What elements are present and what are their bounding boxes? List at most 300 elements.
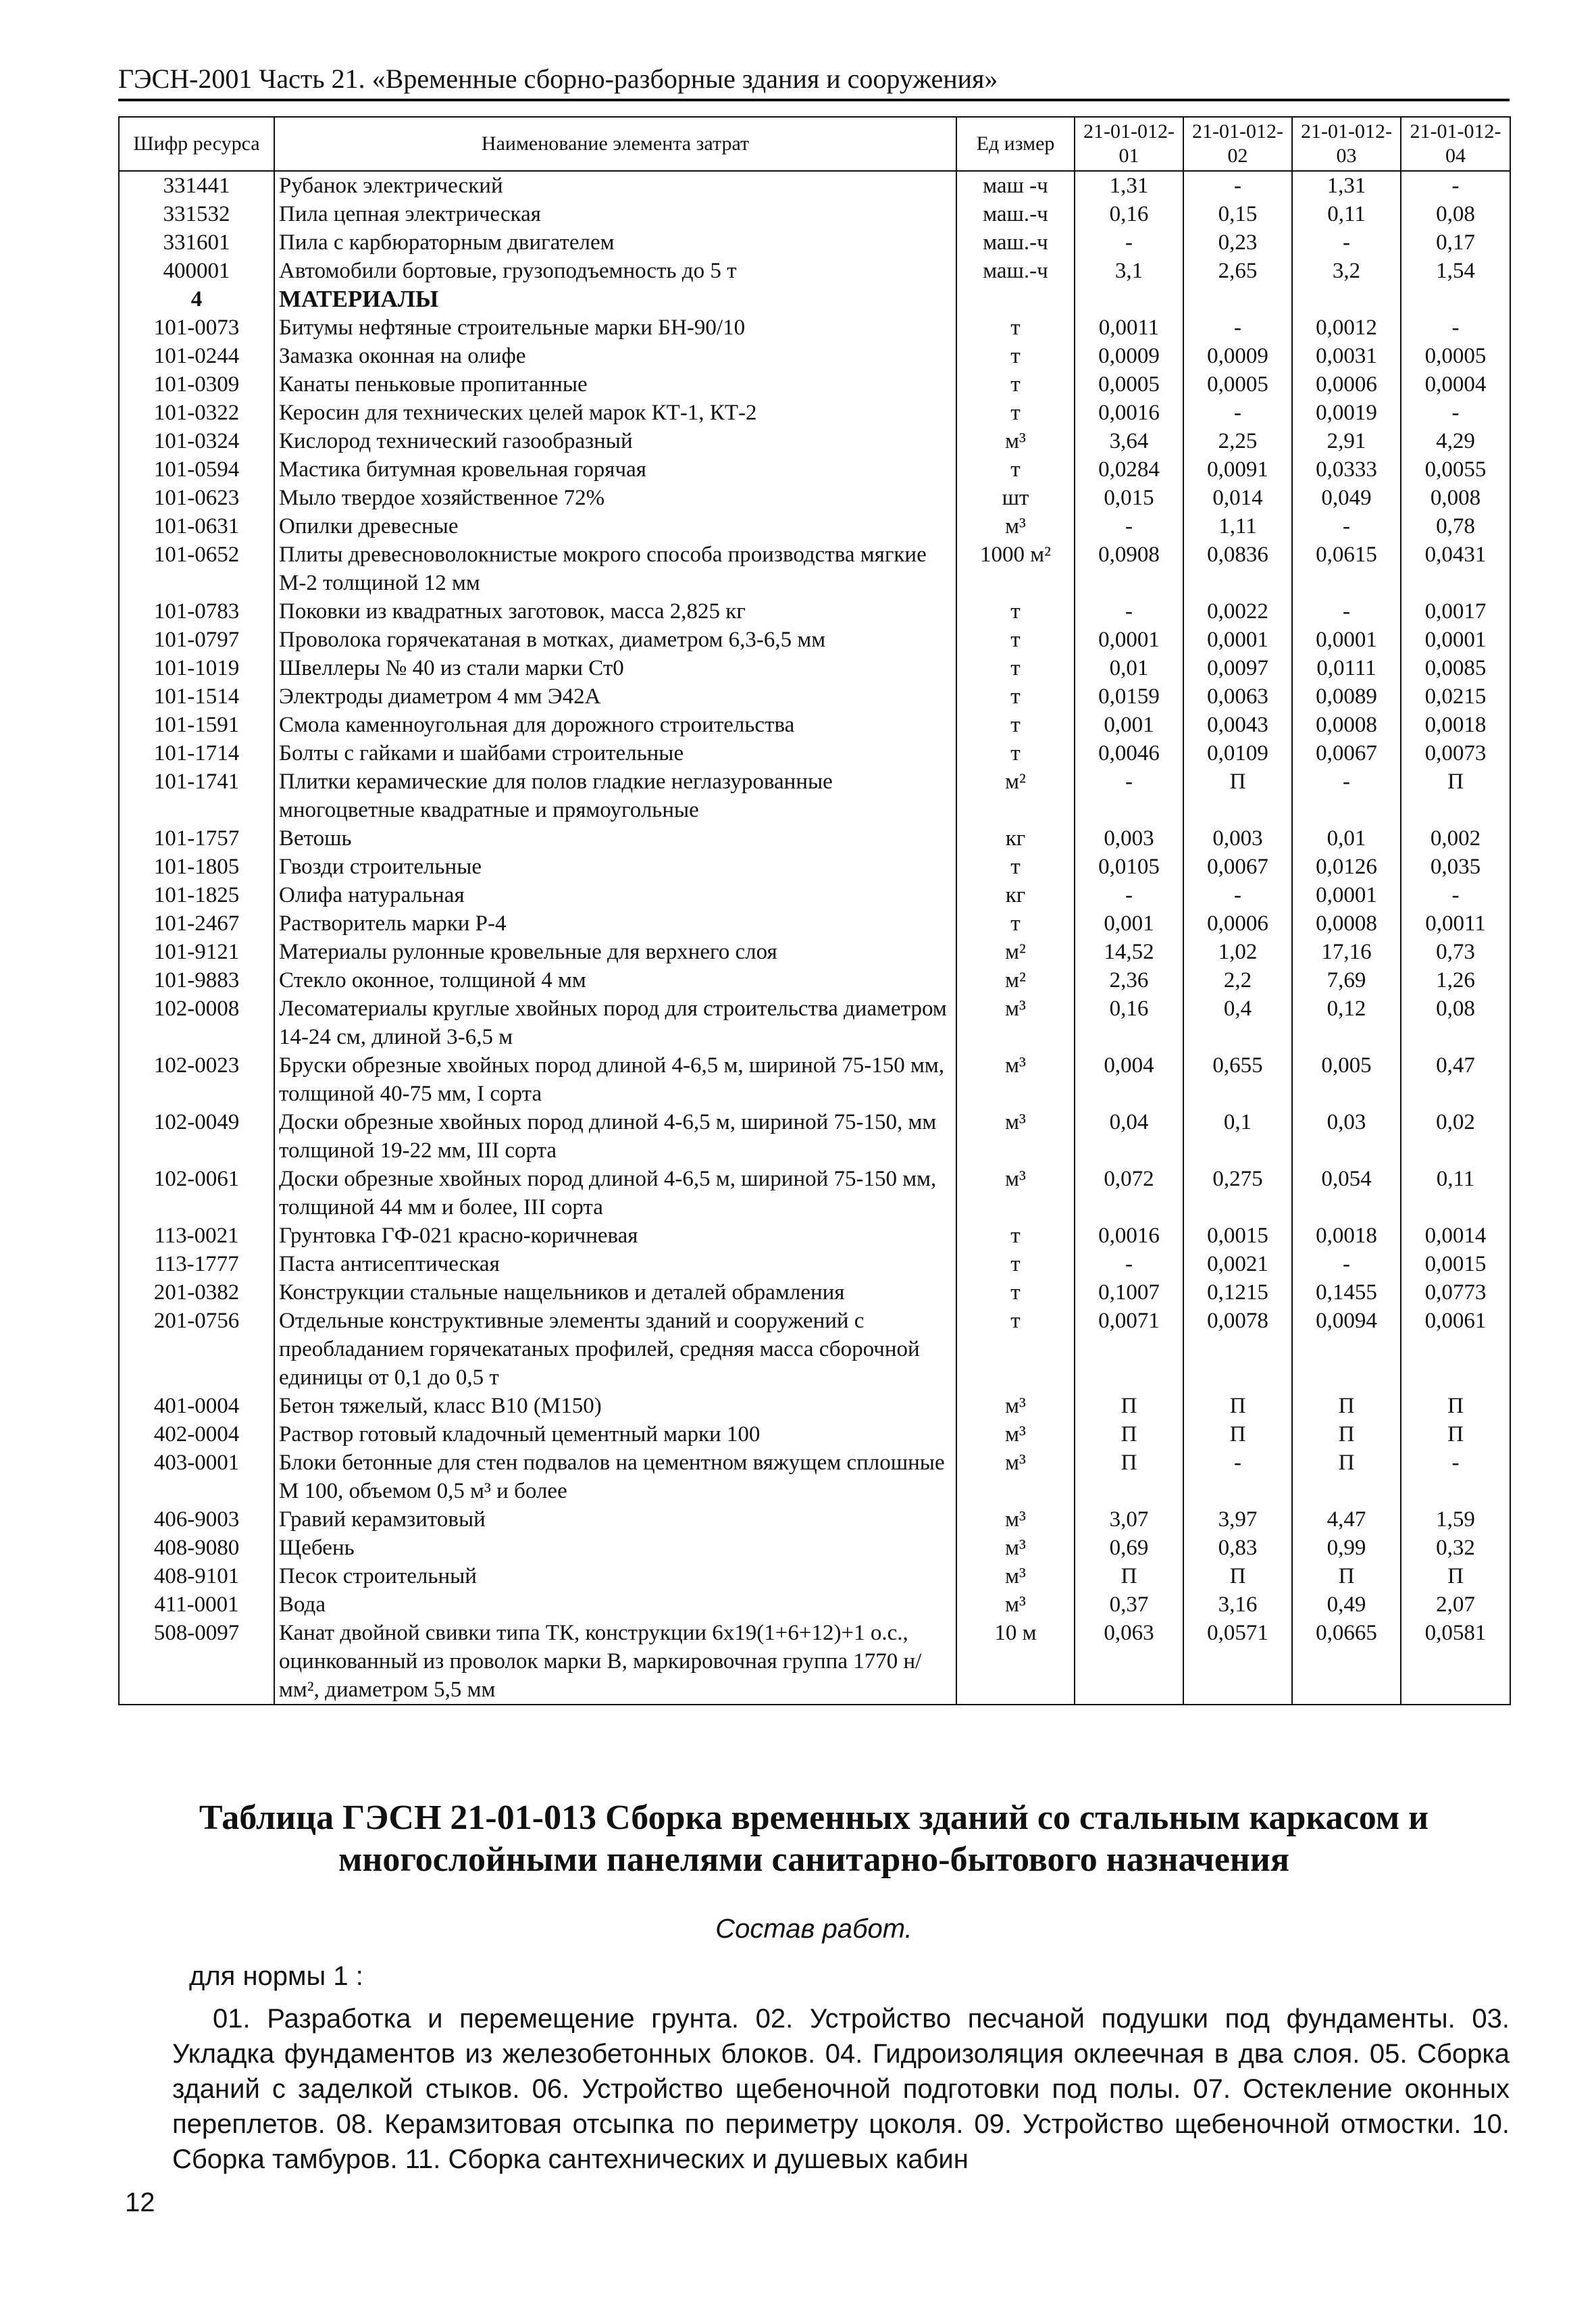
cell-norm-3: -: [1292, 228, 1401, 257]
cell-norm-2: 0,275: [1183, 1165, 1292, 1222]
column-header-norm-3: 21-01-012-03: [1292, 117, 1401, 171]
cell-norm-2: -: [1183, 171, 1292, 200]
cell-name: Лесоматериалы круглые хвойных пород для строительства диаметром 14-24 см, длиной 3-6,5 м: [274, 995, 956, 1051]
cell-unit: т: [956, 853, 1075, 881]
table-row: [119, 427, 1510, 455]
cell-norm-1: 0,0016: [1075, 1222, 1183, 1250]
works-description: 01. Разработка и перемещение грунта. 02. Устройство песчаной подушки под фундаменты. 03. Укладка фундаментов из железобетонных блоков. 04. Гидроизоляция оклеечная в два слоя. 05. Сборка зданий с заделкой стыков. 06. Устройство щебеночной подготовки под полы. 07. Остекление оконных переплетов. 08. Керамзитовая отсыпка по периметру цоколя. 09. Устройство щебеночной отмостки. 10. Сборка тамбуров. 11. Сборка сантехнических и душевых кабин: [172, 2004, 1510, 2174]
cell-norm-3: 0,0006: [1292, 370, 1401, 399]
cell-norm-3: -: [1292, 1250, 1401, 1278]
cell-norm-1: 2,36: [1075, 966, 1183, 995]
composition-heading: Состав работ.: [715, 1914, 912, 1944]
cell-unit: м³: [956, 1534, 1075, 1562]
cell-norm-4: 0,02: [1401, 1108, 1510, 1165]
cell-unit: м²: [956, 966, 1075, 995]
cell-norm-2: 0,0078: [1183, 1307, 1292, 1392]
cell-name: Паста антисептическая: [274, 1250, 956, 1278]
cell-norm-4: 0,0017: [1401, 597, 1510, 626]
table-row: [119, 1392, 1510, 1420]
cell-norm-4: 0,0073: [1401, 739, 1510, 768]
cell-norm-1: -: [1075, 512, 1183, 540]
cell-unit: кг: [956, 881, 1075, 909]
resource-table: [118, 116, 1511, 1705]
cell-norm-4: [1401, 285, 1510, 313]
table-row: [119, 484, 1510, 512]
cell-code: 400001: [119, 257, 274, 285]
cell-norm-1: 0,04: [1075, 1108, 1183, 1165]
cell-norm-4: 0,002: [1401, 824, 1510, 853]
cell-code: 101-1591: [119, 711, 274, 739]
cell-norm-3: 0,0031: [1292, 342, 1401, 370]
cell-norm-2: 0,0067: [1183, 853, 1292, 881]
cell-norm-4: 0,17: [1401, 228, 1510, 257]
cell-norm-1: 0,001: [1075, 909, 1183, 938]
cell-norm-3: 0,01: [1292, 824, 1401, 853]
cell-norm-3: 0,1455: [1292, 1278, 1401, 1307]
cell-norm-2: 0,0091: [1183, 455, 1292, 484]
cell-norm-2: 0,0006: [1183, 909, 1292, 938]
cell-norm-1: 1,31: [1075, 171, 1183, 200]
cell-norm-3: 0,0008: [1292, 711, 1401, 739]
cell-name: Керосин для технических целей марок КТ-1, КТ-2: [274, 399, 956, 427]
cell-norm-2: 2,25: [1183, 427, 1292, 455]
cell-norm-1: П: [1075, 1420, 1183, 1449]
cell-name: Блоки бетонные для стен подвалов на цементном вяжущем сплошные М 100, объемом 0,5 м³ и более: [274, 1449, 956, 1505]
cell-norm-3: 0,0067: [1292, 739, 1401, 768]
cell-norm-3: 0,0001: [1292, 626, 1401, 654]
cell-unit: шт: [956, 484, 1075, 512]
table-row: [119, 1222, 1510, 1250]
running-header: ГЭСН-2001 Часть 21. «Временные сборно-разборные здания и сооружения»: [118, 62, 1510, 101]
table-body: [119, 171, 1510, 1705]
cell-norm-1: 3,07: [1075, 1505, 1183, 1534]
cell-norm-3: 0,0333: [1292, 455, 1401, 484]
cell-name: Швеллеры № 40 из стали марки Ст0: [274, 654, 956, 682]
page-number: 12: [125, 2188, 155, 2217]
cell-norm-3: 3,2: [1292, 257, 1401, 285]
cell-norm-2: 0,0022: [1183, 597, 1292, 626]
table-row: [119, 711, 1510, 739]
cell-norm-2: 1,11: [1183, 512, 1292, 540]
cell-norm-1: -: [1075, 228, 1183, 257]
cell-norm-4: П: [1401, 1562, 1510, 1590]
cell-norm-3: 0,49: [1292, 1590, 1401, 1619]
cell-norm-4: 0,0061: [1401, 1307, 1510, 1392]
cell-unit: м²: [956, 768, 1075, 824]
cell-code: 331601: [119, 228, 274, 257]
cell-unit: м³: [956, 1449, 1075, 1505]
cell-code: 331441: [119, 171, 274, 200]
norm-label: для нормы 1 :: [189, 1961, 363, 1991]
cell-name: Стекло оконное, толщиной 4 мм: [274, 966, 956, 995]
table-row: [119, 1505, 1510, 1534]
cell-code: 101-0623: [119, 484, 274, 512]
cell-norm-1: 0,001: [1075, 711, 1183, 739]
cell-name: Доски обрезные хвойных пород длиной 4-6,5 м, шириной 75-150 мм, толщиной 44 мм и более, III сорта: [274, 1165, 956, 1222]
table-row: [119, 257, 1510, 285]
cell-norm-2: 0,4: [1183, 995, 1292, 1051]
cell-unit: т: [956, 597, 1075, 626]
cell-norm-3: 0,03: [1292, 1108, 1401, 1165]
cell-name: Проволока горячекатаная в мотках, диаметром 6,3-6,5 мм: [274, 626, 956, 654]
cell-norm-1: 0,0016: [1075, 399, 1183, 427]
cell-unit: м³: [956, 1108, 1075, 1165]
cell-unit: т: [956, 1250, 1075, 1278]
cell-norm-1: -: [1075, 768, 1183, 824]
cell-norm-2: 0,0021: [1183, 1250, 1292, 1278]
cell-norm-1: 14,52: [1075, 938, 1183, 966]
cell-unit: т: [956, 682, 1075, 711]
cell-norm-1: 0,0908: [1075, 540, 1183, 597]
cell-norm-1: 0,0011: [1075, 313, 1183, 342]
cell-code: 101-9121: [119, 938, 274, 966]
table-row: [119, 1590, 1510, 1619]
cell-norm-4: 0,11: [1401, 1165, 1510, 1222]
cell-code: 101-0797: [119, 626, 274, 654]
cell-unit: т: [956, 739, 1075, 768]
cell-code: 331532: [119, 200, 274, 228]
cell-norm-3: 0,0012: [1292, 313, 1401, 342]
table-row: [119, 1534, 1510, 1562]
cell-code: 201-0382: [119, 1278, 274, 1307]
cell-code: 101-0309: [119, 370, 274, 399]
cell-code: 403-0001: [119, 1449, 274, 1505]
cell-norm-4: 0,32: [1401, 1534, 1510, 1562]
cell-norm-3: 0,0665: [1292, 1619, 1401, 1705]
cell-norm-4: 1,59: [1401, 1505, 1510, 1534]
cell-code: 402-0004: [119, 1420, 274, 1449]
cell-norm-2: 0,0109: [1183, 739, 1292, 768]
table-row: [119, 455, 1510, 484]
cell-name: Автомобили бортовые, грузоподъемность до 5 т: [274, 257, 956, 285]
cell-norm-3: П: [1292, 1449, 1401, 1505]
cell-name: Замазка оконная на олифе: [274, 342, 956, 370]
cell-code: 101-0244: [119, 342, 274, 370]
cell-unit: м³: [956, 995, 1075, 1051]
cell-norm-1: 0,0071: [1075, 1307, 1183, 1392]
cell-code: 408-9101: [119, 1562, 274, 1590]
cell-norm-2: 0,0063: [1183, 682, 1292, 711]
column-header-norm-2: 21-01-012-02: [1183, 117, 1292, 171]
cell-code: 101-1757: [119, 824, 274, 853]
cell-norm-1: 0,0105: [1075, 853, 1183, 881]
column-header-code: Шифр ресурса: [119, 117, 274, 171]
table-row: [119, 1108, 1510, 1165]
cell-code: 401-0004: [119, 1392, 274, 1420]
cell-norm-4: 0,035: [1401, 853, 1510, 881]
cell-norm-3: -: [1292, 597, 1401, 626]
cell-norm-3: -: [1292, 768, 1401, 824]
cell-unit: м²: [956, 938, 1075, 966]
cell-code: 101-0324: [119, 427, 274, 455]
cell-norm-4: 1,54: [1401, 257, 1510, 285]
cell-unit: м³: [956, 1392, 1075, 1420]
table-row: [119, 853, 1510, 881]
table-row: [119, 1420, 1510, 1449]
cell-norm-2: -: [1183, 1449, 1292, 1505]
cell-norm-2: -: [1183, 313, 1292, 342]
cell-code: 113-1777: [119, 1250, 274, 1278]
cell-unit: 1000 м²: [956, 540, 1075, 597]
cell-code: 4: [119, 285, 274, 313]
cell-norm-1: 0,16: [1075, 200, 1183, 228]
cell-norm-1: 0,0046: [1075, 739, 1183, 768]
cell-norm-2: -: [1183, 399, 1292, 427]
cell-code: 102-0008: [119, 995, 274, 1051]
cell-norm-4: 0,0001: [1401, 626, 1510, 654]
cell-norm-2: 0,1215: [1183, 1278, 1292, 1307]
cell-norm-4: 0,0085: [1401, 654, 1510, 682]
cell-norm-3: П: [1292, 1392, 1401, 1420]
cell-name: Мастика битумная кровельная горячая: [274, 455, 956, 484]
cell-norm-2: 0,0097: [1183, 654, 1292, 682]
cell-unit: маш.-ч: [956, 200, 1075, 228]
cell-norm-3: 0,0089: [1292, 682, 1401, 711]
cell-code: 406-9003: [119, 1505, 274, 1534]
cell-norm-2: 0,014: [1183, 484, 1292, 512]
cell-name: Ветошь: [274, 824, 956, 853]
cell-unit: м³: [956, 1590, 1075, 1619]
cell-norm-3: 4,47: [1292, 1505, 1401, 1534]
cell-name: Кислород технический газообразный: [274, 427, 956, 455]
table-row: [119, 370, 1510, 399]
table-title: Таблица ГЭСН 21-01-013 Сборка временных зданий со стальным каркасом и многослойными панелями санитарно-бытового назначения: [199, 1799, 1429, 1879]
cell-norm-1: 0,37: [1075, 1590, 1183, 1619]
cell-norm-2: П: [1183, 1562, 1292, 1590]
table-row: [119, 824, 1510, 853]
table-row: [119, 399, 1510, 427]
cell-norm-3: 0,054: [1292, 1165, 1401, 1222]
cell-norm-4: 2,07: [1401, 1590, 1510, 1619]
cell-norm-2: 0,0005: [1183, 370, 1292, 399]
table-row: [119, 654, 1510, 682]
cell-code: 101-1741: [119, 768, 274, 824]
cell-name: Гравий керамзитовый: [274, 1505, 956, 1534]
cell-unit: м³: [956, 1051, 1075, 1108]
cell-norm-2: 0,15: [1183, 200, 1292, 228]
cell-code: 508-0097: [119, 1619, 274, 1705]
cell-code: 101-0594: [119, 455, 274, 484]
cell-norm-1: 0,01: [1075, 654, 1183, 682]
table-row: [119, 597, 1510, 626]
cell-norm-2: 0,003: [1183, 824, 1292, 853]
cell-norm-2: 0,0571: [1183, 1619, 1292, 1705]
table-row: [119, 1307, 1510, 1392]
table-header-row: [119, 117, 1510, 171]
cell-unit: т: [956, 313, 1075, 342]
cell-norm-3: 0,0008: [1292, 909, 1401, 938]
cell-code: 408-9080: [119, 1534, 274, 1562]
cell-norm-1: 0,69: [1075, 1534, 1183, 1562]
cell-name: Песок строительный: [274, 1562, 956, 1590]
table-row: [119, 995, 1510, 1051]
cell-norm-2: 0,0836: [1183, 540, 1292, 597]
cell-code: 411-0001: [119, 1590, 274, 1619]
cell-code: 101-0631: [119, 512, 274, 540]
cell-norm-3: 0,0126: [1292, 853, 1401, 881]
cell-norm-1: 0,003: [1075, 824, 1183, 853]
cell-code: 101-1805: [119, 853, 274, 881]
cell-name: Олифа натуральная: [274, 881, 956, 909]
cell-norm-4: 0,0014: [1401, 1222, 1510, 1250]
cell-name: Конструкции стальные нащельников и деталей обрамления: [274, 1278, 956, 1307]
cell-norm-3: 1,31: [1292, 171, 1401, 200]
cell-unit: м³: [956, 427, 1075, 455]
table-row: [119, 739, 1510, 768]
cell-code: 102-0023: [119, 1051, 274, 1108]
cell-norm-3: 0,11: [1292, 200, 1401, 228]
cell-norm-4: 0,0431: [1401, 540, 1510, 597]
table-row: [119, 171, 1510, 200]
cell-name: Опилки древесные: [274, 512, 956, 540]
table-row: [119, 938, 1510, 966]
table-row: [119, 1250, 1510, 1278]
cell-name: Бруски обрезные хвойных пород длиной 4-6,5 м, шириной 75-150 мм, толщиной 40-75 мм, I сорта: [274, 1051, 956, 1108]
cell-code: 102-0049: [119, 1108, 274, 1165]
cell-name: Болты с гайками и шайбами строительные: [274, 739, 956, 768]
cell-norm-4: П: [1401, 1392, 1510, 1420]
cell-norm-4: П: [1401, 768, 1510, 824]
cell-norm-2: 0,0009: [1183, 342, 1292, 370]
cell-unit: т: [956, 1222, 1075, 1250]
table-row: [119, 1449, 1510, 1505]
cell-norm-1: 0,004: [1075, 1051, 1183, 1108]
cell-norm-4: -: [1401, 171, 1510, 200]
cell-norm-2: 0,655: [1183, 1051, 1292, 1108]
cell-name: Раствор готовый кладочный цементный марки 100: [274, 1420, 956, 1449]
section-row: [119, 285, 1510, 313]
cell-code: 101-1514: [119, 682, 274, 711]
column-header-name: Наименование элемента затрат: [274, 117, 956, 171]
cell-norm-1: 0,0001: [1075, 626, 1183, 654]
cell-name: Плиты древесноволокнистые мокрого способа производства мягкие М-2 толщиной 12 мм: [274, 540, 956, 597]
cell-norm-4: 0,0773: [1401, 1278, 1510, 1307]
cell-name: Щебень: [274, 1534, 956, 1562]
cell-code: 201-0756: [119, 1307, 274, 1392]
table-row: [119, 909, 1510, 938]
column-header-unit: Ед измер: [956, 117, 1075, 171]
cell-unit: т: [956, 399, 1075, 427]
cell-unit: м³: [956, 1562, 1075, 1590]
cell-norm-2: П: [1183, 1420, 1292, 1449]
cell-norm-2: 3,16: [1183, 1590, 1292, 1619]
cell-norm-2: 0,0015: [1183, 1222, 1292, 1250]
cell-norm-1: 0,072: [1075, 1165, 1183, 1222]
cell-norm-1: П: [1075, 1392, 1183, 1420]
cell-norm-3: 0,99: [1292, 1534, 1401, 1562]
cell-norm-1: [1075, 285, 1183, 313]
cell-norm-4: -: [1401, 1449, 1510, 1505]
cell-norm-1: П: [1075, 1562, 1183, 1590]
table-row: [119, 1619, 1510, 1705]
cell-norm-4: П: [1401, 1420, 1510, 1449]
cell-name: Бетон тяжелый, класс В10 (М150): [274, 1392, 956, 1420]
cell-unit: т: [956, 370, 1075, 399]
cell-norm-3: 0,0001: [1292, 881, 1401, 909]
cell-unit: 10 м: [956, 1619, 1075, 1705]
cell-code: 113-0021: [119, 1222, 274, 1250]
cell-norm-2: 2,2: [1183, 966, 1292, 995]
cell-code: 101-1714: [119, 739, 274, 768]
cell-norm-2: 1,02: [1183, 938, 1292, 966]
table-row: [119, 313, 1510, 342]
cell-norm-1: 0,0009: [1075, 342, 1183, 370]
cell-name: Пила с карбюраторным двигателем: [274, 228, 956, 257]
table-row: [119, 540, 1510, 597]
cell-unit: т: [956, 711, 1075, 739]
cell-code: 101-0652: [119, 540, 274, 597]
cell-name: Доски обрезные хвойных пород длиной 4-6,5 м, шириной 75-150, мм толщиной 19-22 мм, III сорта: [274, 1108, 956, 1165]
cell-unit: маш.-ч: [956, 257, 1075, 285]
cell-name: Рубанок электрический: [274, 171, 956, 200]
cell-unit: т: [956, 654, 1075, 682]
cell-name: Канаты пеньковые пропитанные: [274, 370, 956, 399]
cell-norm-2: 0,23: [1183, 228, 1292, 257]
cell-norm-1: 3,64: [1075, 427, 1183, 455]
cell-norm-1: 0,0005: [1075, 370, 1183, 399]
table-row: [119, 342, 1510, 370]
cell-unit: т: [956, 626, 1075, 654]
table-row: [119, 1278, 1510, 1307]
cell-norm-2: 0,0001: [1183, 626, 1292, 654]
cell-norm-3: 0,0615: [1292, 540, 1401, 597]
cell-name: Электроды диаметром 4 мм Э42А: [274, 682, 956, 711]
cell-norm-3: -: [1292, 512, 1401, 540]
cell-unit: маш -ч: [956, 171, 1075, 200]
cell-norm-4: 0,0018: [1401, 711, 1510, 739]
cell-norm-2: П: [1183, 1392, 1292, 1420]
cell-norm-3: 0,12: [1292, 995, 1401, 1051]
cell-norm-1: 0,0284: [1075, 455, 1183, 484]
cell-norm-1: 0,0159: [1075, 682, 1183, 711]
cell-unit: маш.-ч: [956, 228, 1075, 257]
cell-norm-4: 0,0011: [1401, 909, 1510, 938]
table-row: [119, 966, 1510, 995]
cell-norm-4: -: [1401, 881, 1510, 909]
cell-norm-4: 0,0215: [1401, 682, 1510, 711]
cell-norm-1: 3,1: [1075, 257, 1183, 285]
cell-name: Плитки керамические для полов гладкие неглазурованные многоцветные квадратные и прямоугольные: [274, 768, 956, 824]
cell-norm-4: -: [1401, 399, 1510, 427]
cell-norm-4: 0,08: [1401, 200, 1510, 228]
cell-norm-1: 0,015: [1075, 484, 1183, 512]
cell-norm-3: 0,049: [1292, 484, 1401, 512]
table-row: [119, 228, 1510, 257]
cell-norm-2: 2,65: [1183, 257, 1292, 285]
cell-norm-2: 3,97: [1183, 1505, 1292, 1534]
table-row: [119, 626, 1510, 654]
cell-norm-4: 0,0055: [1401, 455, 1510, 484]
cell-unit: м³: [956, 1420, 1075, 1449]
cell-norm-2: П: [1183, 768, 1292, 824]
cell-norm-4: 4,29: [1401, 427, 1510, 455]
cell-code: 101-9883: [119, 966, 274, 995]
cell-unit: м³: [956, 1505, 1075, 1534]
cell-code: 101-0073: [119, 313, 274, 342]
cell-unit: т: [956, 455, 1075, 484]
cell-name: Грунтовка ГФ-021 красно-коричневая: [274, 1222, 956, 1250]
cell-name: Гвозди строительные: [274, 853, 956, 881]
cell-norm-2: 0,83: [1183, 1534, 1292, 1562]
cell-name: Отдельные конструктивные элементы зданий и сооружений с преобладанием горячекатаных профилей, средняя масса сборочной единицы от 0,1 до 0,5 т: [274, 1307, 956, 1392]
cell-norm-1: 0,1007: [1075, 1278, 1183, 1307]
cell-norm-4: 1,26: [1401, 966, 1510, 995]
cell-unit: кг: [956, 824, 1075, 853]
table-row: [119, 881, 1510, 909]
cell-norm-3: [1292, 285, 1401, 313]
table-row: [119, 512, 1510, 540]
cell-norm-4: 0,0015: [1401, 1250, 1510, 1278]
